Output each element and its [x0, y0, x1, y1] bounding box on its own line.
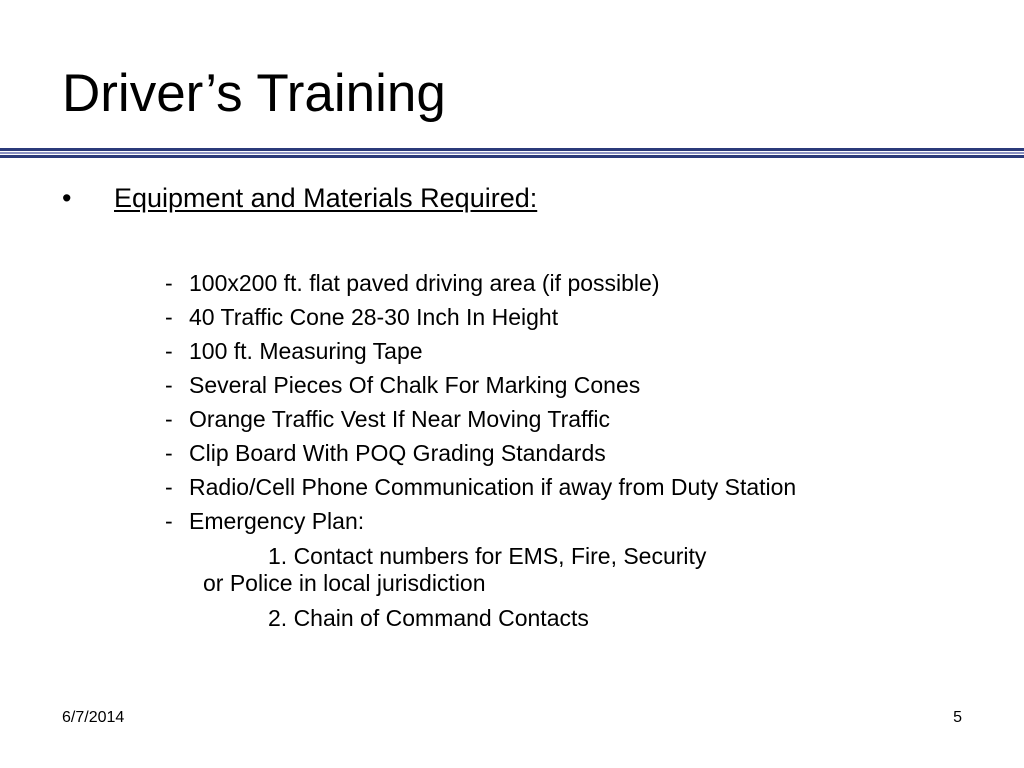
- list-item: [165, 504, 796, 538]
- bullet-marker: •: [62, 183, 72, 213]
- equipment-list: [165, 266, 796, 538]
- plan-step-1: 1. Contact numbers for EMS, Fire, Security: [268, 543, 707, 569]
- divider-line-bottom: [0, 155, 1024, 158]
- dash-marker: -: [165, 474, 173, 500]
- list-item: [165, 334, 796, 368]
- list-item: [165, 368, 796, 402]
- dash-marker: -: [165, 372, 173, 398]
- dash-marker: -: [165, 440, 173, 466]
- list-item: [165, 470, 796, 504]
- list-item-text: Orange Traffic Vest If Near Moving Traffic: [189, 406, 610, 432]
- dash-marker: -: [165, 270, 173, 296]
- slide-title: Driver’s Training: [62, 64, 446, 123]
- bullet-heading: Equipment and Materials Required:: [114, 183, 538, 213]
- list-item-text: Emergency Plan:: [189, 508, 365, 534]
- plan-step-2: 2. Chain of Command Contacts: [268, 605, 589, 631]
- footer-date: 6/7/2014: [62, 709, 125, 726]
- dash-marker: -: [165, 304, 173, 330]
- list-item: [165, 300, 796, 334]
- list-item-text: 100 ft. Measuring Tape: [189, 338, 423, 364]
- list-item-text: Radio/Cell Phone Communication if away from Duty Station: [189, 474, 797, 500]
- list-item: [165, 436, 796, 470]
- list-item-text: Several Pieces Of Chalk For Marking Cones: [189, 372, 641, 398]
- divider-line-top: [0, 148, 1024, 151]
- divider-line-mid: [0, 152, 1024, 154]
- list-item-text: 100x200 ft. flat paved driving area (if possible): [189, 270, 660, 296]
- page-number: 5: [953, 709, 962, 726]
- list-item: [165, 402, 796, 436]
- list-item-text: 40 Traffic Cone 28-30 Inch In Height: [189, 304, 559, 330]
- dash-marker: -: [165, 338, 173, 364]
- dash-marker: -: [165, 508, 173, 534]
- list-item-text: Clip Board With POQ Grading Standards: [189, 440, 606, 466]
- plan-step-1-continued: or Police in local jurisdiction: [203, 570, 486, 596]
- list-item: [165, 266, 796, 300]
- title-divider: [0, 148, 1024, 159]
- dash-marker: -: [165, 406, 173, 432]
